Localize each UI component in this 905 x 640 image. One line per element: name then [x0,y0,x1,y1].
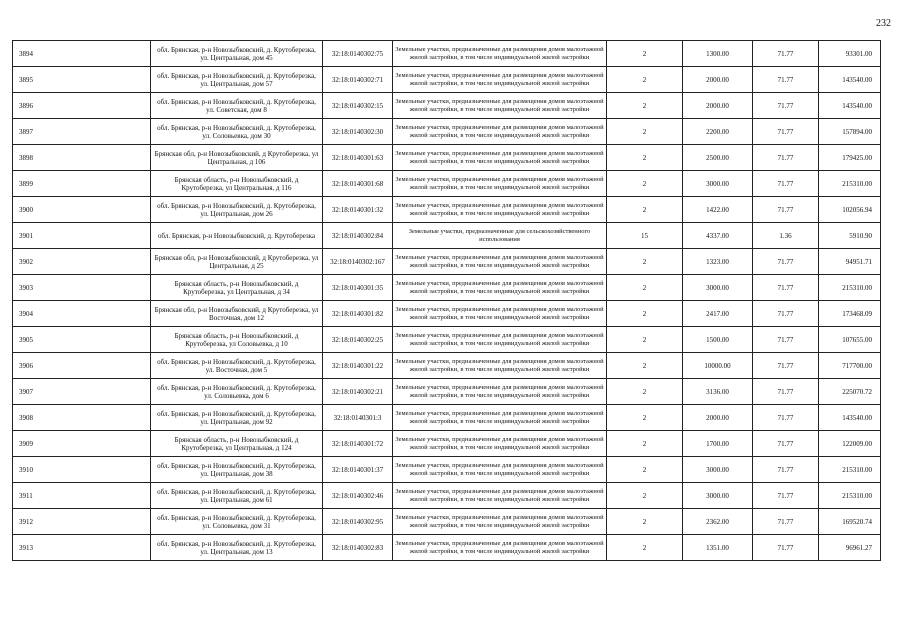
table-row [13,353,881,379]
group-cell: 2 [607,41,683,67]
address-cell: Брянская обл, р-н Новозыбковский, д Крутоберезка, ул Восточная, дом 12 [151,301,323,327]
specific-value-cell: 71.77 [753,535,819,561]
page-number: 232 [876,18,891,29]
area-cell: 2417.00 [683,301,753,327]
area-cell: 3136.00 [683,379,753,405]
group-cell: 2 [607,275,683,301]
address-cell: Брянская обл, р-н Новозыбковский, д Крутоберезка, ул Центральная, д 25 [151,249,323,275]
address-cell: обл. Брянская, р-н Новозыбковский, д. Крутоберезка, ул. Соловьевка, дом 6 [151,379,323,405]
cadastral-value-cell: 143540.00 [819,405,881,431]
group-cell: 2 [607,353,683,379]
address-cell: Брянская обл, р-н Новозыбковский, д Крутоберезка, ул Центральная, д 106 [151,145,323,171]
land-use-cell: Земельные участки, предназначенные для размещения домов малоэтажной жилой застройки, в том числе индивидуальной жилой застройки [393,41,607,67]
table-row [13,119,881,145]
cadastral-value-cell: 173468.09 [819,301,881,327]
land-use-cell: Земельные участки, предназначенные для размещения домов малоэтажной жилой застройки, в том числе индивидуальной жилой застройки [393,275,607,301]
address-cell: обл. Брянская, р-н Новозыбковский, д. Крутоберезка, ул. Центральная, дом 45 [151,41,323,67]
land-use-cell: Земельные участки, предназначенные для размещения домов малоэтажной жилой застройки, в том числе индивидуальной жилой застройки [393,405,607,431]
cadastral-value-cell: 107655.00 [819,327,881,353]
land-use-cell: Земельные участки, предназначенные для размещения домов малоэтажной жилой застройки, в том числе индивидуальной жилой застройки [393,197,607,223]
table-row [13,93,881,119]
cadastral-value-cell: 157894.00 [819,119,881,145]
group-cell: 2 [607,457,683,483]
land-use-cell: Земельные участки, предназначенные для размещения домов малоэтажной жилой застройки, в том числе индивидуальной жилой застройки [393,457,607,483]
specific-value-cell: 71.77 [753,483,819,509]
row-number-cell: 3902 [13,249,151,275]
area-cell: 1351.00 [683,535,753,561]
group-cell: 2 [607,535,683,561]
table-row [13,483,881,509]
row-number-cell: 3913 [13,535,151,561]
table-row [13,41,881,67]
area-cell: 1422.00 [683,197,753,223]
table-row [13,327,881,353]
table-row [13,67,881,93]
cadastral-value-cell: 215310.00 [819,275,881,301]
specific-value-cell: 71.77 [753,353,819,379]
land-use-cell: Земельные участки, предназначенные для размещения домов малоэтажной жилой застройки, в том числе индивидуальной жилой застройки [393,379,607,405]
cadastral-number-cell: 32:18:0140301:37 [323,457,393,483]
land-use-cell: Земельные участки, предназначенные для размещения домов малоэтажной жилой застройки, в том числе индивидуальной жилой застройки [393,249,607,275]
cadastral-value-cell: 93301.00 [819,41,881,67]
row-number-cell: 3908 [13,405,151,431]
cadastral-number-cell: 32:18:0140302:21 [323,379,393,405]
land-use-cell: Земельные участки, предназначенные для размещения домов малоэтажной жилой застройки, в том числе индивидуальной жилой застройки [393,353,607,379]
land-plot-registry-table [12,40,881,561]
area-cell: 3000.00 [683,483,753,509]
specific-value-cell: 71.77 [753,379,819,405]
area-cell: 10000.00 [683,353,753,379]
table-row [13,509,881,535]
cadastral-value-cell: 169520.74 [819,509,881,535]
group-cell: 2 [607,301,683,327]
row-number-cell: 3895 [13,67,151,93]
land-use-cell: Земельные участки, предназначенные для размещения домов малоэтажной жилой застройки, в том числе индивидуальной жилой застройки [393,327,607,353]
cadastral-value-cell: 215310.00 [819,457,881,483]
address-cell: обл. Брянская, р-н Новозыбковский, д. Крутоберезка, ул. Соловьевка, дом 31 [151,509,323,535]
area-cell: 3000.00 [683,275,753,301]
land-use-cell: Земельные участки, предназначенные для размещения домов малоэтажной жилой застройки, в том числе индивидуальной жилой застройки [393,535,607,561]
specific-value-cell: 71.77 [753,249,819,275]
cadastral-value-cell: 122009.00 [819,431,881,457]
specific-value-cell: 71.77 [753,197,819,223]
cadastral-value-cell: 96961.27 [819,535,881,561]
cadastral-number-cell: 32:18:0140301:32 [323,197,393,223]
address-cell: обл. Брянская, р-н Новозыбковский, д. Крутоберезка, ул. Восточная, дом 5 [151,353,323,379]
row-number-cell: 3910 [13,457,151,483]
row-number-cell: 3903 [13,275,151,301]
group-cell: 2 [607,93,683,119]
address-cell: обл. Брянская, р-н Новозыбковский, д. Крутоберезка, ул. Центральная, дом 61 [151,483,323,509]
group-cell: 2 [607,171,683,197]
group-cell: 2 [607,483,683,509]
cadastral-number-cell: 32:18:0140302:75 [323,41,393,67]
group-cell: 2 [607,145,683,171]
specific-value-cell: 71.77 [753,457,819,483]
area-cell: 1500.00 [683,327,753,353]
cadastral-value-cell: 215310.00 [819,171,881,197]
cadastral-value-cell: 5910.90 [819,223,881,249]
table-row [13,457,881,483]
cadastral-number-cell: 32:18:0140302:46 [323,483,393,509]
cadastral-number-cell: 32:18:0140301:68 [323,171,393,197]
row-number-cell: 3898 [13,145,151,171]
cadastral-value-cell: 215310.00 [819,483,881,509]
land-use-cell: Земельные участки, предназначенные для размещения домов малоэтажной жилой застройки, в том числе индивидуальной жилой застройки [393,119,607,145]
land-use-cell: Земельные участки, предназначенные для размещения домов малоэтажной жилой застройки, в том числе индивидуальной жилой застройки [393,483,607,509]
row-number-cell: 3906 [13,353,151,379]
specific-value-cell: 71.77 [753,327,819,353]
row-number-cell: 3897 [13,119,151,145]
cadastral-number-cell: 32:18:0140302:84 [323,223,393,249]
table-row [13,197,881,223]
table-row [13,535,881,561]
row-number-cell: 3899 [13,171,151,197]
cadastral-number-cell: 32:18:0140301:72 [323,431,393,457]
specific-value-cell: 71.77 [753,301,819,327]
cadastral-number-cell: 32:18:0140301:22 [323,353,393,379]
row-number-cell: 3896 [13,93,151,119]
group-cell: 2 [607,379,683,405]
area-cell: 1323.00 [683,249,753,275]
land-use-cell: Земельные участки, предназначенные для размещения домов малоэтажной жилой застройки, в том числе индивидуальной жилой застройки [393,171,607,197]
land-use-cell: Земельные участки, предназначенные для размещения домов малоэтажной жилой застройки, в том числе индивидуальной жилой застройки [393,431,607,457]
table-row [13,249,881,275]
area-cell: 3000.00 [683,457,753,483]
row-number-cell: 3912 [13,509,151,535]
land-use-cell: Земельные участки, предназначенные для размещения домов малоэтажной жилой застройки, в том числе индивидуальной жилой застройки [393,145,607,171]
address-cell: обл. Брянская, р-н Новозыбковский, д. Крутоберезка, ул. Центральная, дом 92 [151,405,323,431]
address-cell: обл. Брянская, р-н Новозыбковский, д. Крутоберезка, ул. Соловьевка, дом 30 [151,119,323,145]
specific-value-cell: 71.77 [753,275,819,301]
specific-value-cell: 71.77 [753,119,819,145]
land-use-cell: Земельные участки, предназначенные для размещения домов малоэтажной жилой застройки, в том числе индивидуальной жилой застройки [393,301,607,327]
specific-value-cell: 71.77 [753,405,819,431]
specific-value-cell: 71.77 [753,41,819,67]
area-cell: 2000.00 [683,405,753,431]
cadastral-value-cell: 717700.00 [819,353,881,379]
row-number-cell: 3900 [13,197,151,223]
cadastral-number-cell: 32:18:0140302:83 [323,535,393,561]
group-cell: 2 [607,249,683,275]
row-number-cell: 3894 [13,41,151,67]
group-cell: 2 [607,327,683,353]
specific-value-cell: 71.77 [753,431,819,457]
cadastral-value-cell: 225070.72 [819,379,881,405]
cadastral-number-cell: 32:18:0140302:71 [323,67,393,93]
specific-value-cell: 71.77 [753,145,819,171]
group-cell: 2 [607,197,683,223]
cadastral-value-cell: 143540.00 [819,67,881,93]
group-cell: 2 [607,405,683,431]
land-use-cell: Земельные участки, предназначенные для сельскохозяйственного использования [393,223,607,249]
row-number-cell: 3904 [13,301,151,327]
row-number-cell: 3901 [13,223,151,249]
address-cell: Брянская область, р-н Новозыбковский, д Крутоберезка, ул Центральная, д 124 [151,431,323,457]
cadastral-number-cell: 32:18:0140301:3 [323,405,393,431]
address-cell: обл. Брянская, р-н Новозыбковский, д. Крутоберезка [151,223,323,249]
area-cell: 2500.00 [683,145,753,171]
cadastral-number-cell: 32:18:0140302:167 [323,249,393,275]
cadastral-number-cell: 32:18:0140302:15 [323,93,393,119]
area-cell: 1700.00 [683,431,753,457]
address-cell: обл. Брянская, р-н Новозыбковский, д. Крутоберезка, ул. Центральная, дом 57 [151,67,323,93]
group-cell: 2 [607,431,683,457]
land-use-cell: Земельные участки, предназначенные для размещения домов малоэтажной жилой застройки, в том числе индивидуальной жилой застройки [393,67,607,93]
specific-value-cell: 71.77 [753,67,819,93]
group-cell: 15 [607,223,683,249]
land-use-cell: Земельные участки, предназначенные для размещения домов малоэтажной жилой застройки, в том числе индивидуальной жилой застройки [393,509,607,535]
cadastral-number-cell: 32:18:0140302:25 [323,327,393,353]
cadastral-number-cell: 32:18:0140301:82 [323,301,393,327]
table-row [13,405,881,431]
cadastral-number-cell: 32:18:0140301:35 [323,275,393,301]
table-body [13,41,881,561]
table-row [13,301,881,327]
table-row [13,431,881,457]
land-use-cell: Земельные участки, предназначенные для размещения домов малоэтажной жилой застройки, в том числе индивидуальной жилой застройки [393,93,607,119]
area-cell: 4337.00 [683,223,753,249]
group-cell: 2 [607,509,683,535]
cadastral-value-cell: 94951.71 [819,249,881,275]
address-cell: Брянская область, р-н Новозыбковский, д Крутоберезка, ул Центральная, д 34 [151,275,323,301]
area-cell: 2200.00 [683,119,753,145]
cadastral-value-cell: 143540.00 [819,93,881,119]
area-cell: 2000.00 [683,67,753,93]
specific-value-cell: 71.77 [753,509,819,535]
row-number-cell: 3905 [13,327,151,353]
address-cell: Брянская область, р-н Новозыбковский, д Крутоберезка, ул Центральная, д 116 [151,171,323,197]
address-cell: обл. Брянская, р-н Новозыбковский, д. Крутоберезка, ул. Центральная, дом 38 [151,457,323,483]
area-cell: 2000.00 [683,93,753,119]
specific-value-cell: 71.77 [753,93,819,119]
table-row [13,223,881,249]
row-number-cell: 3911 [13,483,151,509]
address-cell: Брянская область, р-н Новозыбковский, д Крутоберезка, ул Соловьевка, д 10 [151,327,323,353]
cadastral-value-cell: 102056.94 [819,197,881,223]
cadastral-number-cell: 32:18:0140302:95 [323,509,393,535]
area-cell: 2362.00 [683,509,753,535]
row-number-cell: 3907 [13,379,151,405]
cadastral-number-cell: 32:18:0140302:30 [323,119,393,145]
row-number-cell: 3909 [13,431,151,457]
area-cell: 1300.00 [683,41,753,67]
group-cell: 2 [607,67,683,93]
table-row [13,171,881,197]
address-cell: обл. Брянская, р-н Новозыбковский, д. Крутоберезка, ул. Советская, дом 8 [151,93,323,119]
table-row [13,275,881,301]
table-row [13,145,881,171]
cadastral-number-cell: 32:18:0140301:63 [323,145,393,171]
group-cell: 2 [607,119,683,145]
cadastral-value-cell: 179425.00 [819,145,881,171]
specific-value-cell: 71.77 [753,171,819,197]
specific-value-cell: 1.36 [753,223,819,249]
table-row [13,379,881,405]
address-cell: обл. Брянская, р-н Новозыбковский, д. Крутоберезка, ул. Центральная, дом 26 [151,197,323,223]
area-cell: 3000.00 [683,171,753,197]
address-cell: обл. Брянская, р-н Новозыбковский, д. Крутоберезка, ул. Центральная, дом 13 [151,535,323,561]
